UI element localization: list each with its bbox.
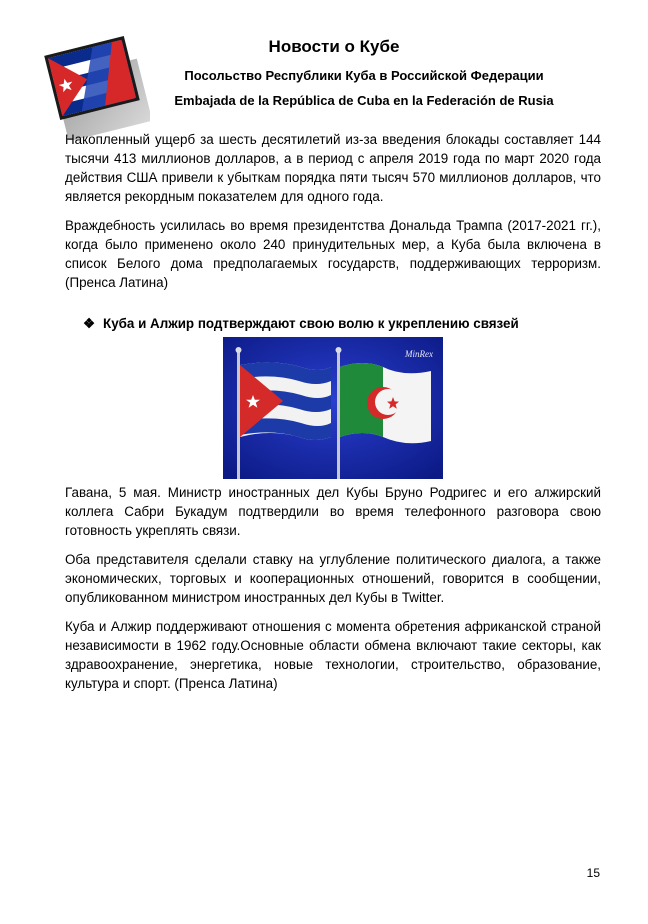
paragraph: Оба представителя сделали ставку на углубление политического диалога, а также экономических, торговых и кооперационных отношений, говорится в сообщении, опубликованном министром иностранных дел Кубы в Twitter.	[65, 552, 601, 605]
embassy-name-es: Embajada de la República de Cuba en la Federación de Rusia	[174, 93, 554, 108]
paragraph: Гавана, 5 мая. Министр иностранных дел Кубы Бруно Родригес и его алжирский коллега Сабри Букадум подтвердили во время телефонного разговора свою готовность укреплять связи.	[65, 485, 601, 538]
photo-signature: MinRex	[405, 349, 433, 359]
embassy-name-ru: Посольство Республики Куба в Российской Федерации	[184, 68, 544, 83]
article-body	[65, 130, 601, 703]
cuba-algeria-flags-photo	[223, 337, 443, 479]
diamond-bullet-icon: ❖	[83, 316, 96, 331]
paragraph: Куба и Алжир поддерживают отношения с момента обретения африканской страной независимости в 1962 году.Основные области обмена включают такие секторы, как здравоохранение, энергетика, новые технологии, строительство, образование, культура и спорт. (Пренса Латина)	[65, 619, 601, 691]
section-heading	[83, 314, 601, 333]
page-number: 15	[586, 866, 600, 880]
section-heading-text: Куба и Алжир подтверждают свою волю к укреплению связей	[103, 316, 519, 331]
paragraph: Накопленный ущерб за шесть десятилетий из-за введения блокады составляет 144 тысячи 413 миллионов долларов, а в период с апреля 2019 года по март 2020 года действия США привели к убыткам порядка пяти тысяч 570 миллионов долларов, что является рекордным показателем для одного года.	[65, 132, 601, 204]
paragraph: Враждебность усилилась во время президентства Дональда Трампа (2017-2021 гг.), когда было применено около 240 принудительных мер, а Куба была включена в список Белого дома предполагаемых государств, поддерживающих терроризм. (Пренса Латина)	[65, 218, 601, 290]
page-title: Новости о Кубе	[268, 37, 400, 56]
